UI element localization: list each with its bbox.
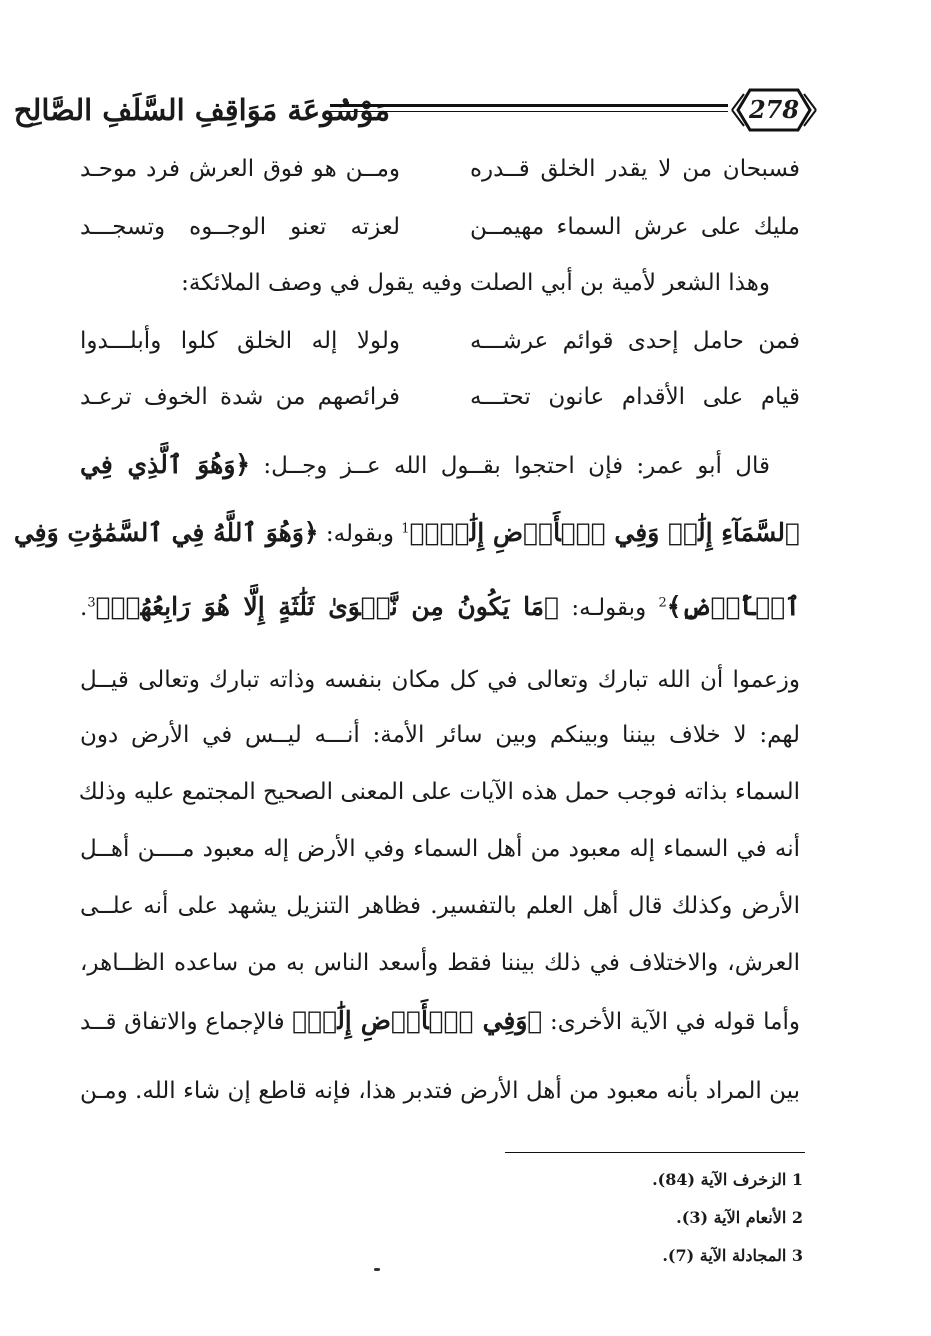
verse-hemistich-left: فرائصهم من شدة الخوف ترعـد (80, 384, 400, 410)
quran-verse: ٱلسَّمَآءِ إِلَٰهٞ وَفِي ٱلۡأَرۡضِ إِلَٰهٞۚ﴾ (409, 518, 800, 547)
verse-line (80, 214, 800, 254)
body-text: وأما قوله في الآية الأخرى: (542, 1009, 800, 1035)
body-line: الأرض وكذلك قال أهل العلم بالتفسير. فظاهر التنزيل يشهد على أنه علــى (80, 893, 800, 919)
verse-hemistich-right: قيام على الأقدام عانون تحتـــه (470, 384, 800, 410)
quran-verse: ﴿وَهُوَ ٱللَّهُ فِي ٱلسَّمَٰوَٰتِ وَفِي (13, 518, 319, 547)
body-text: وبقولـه: (559, 595, 659, 621)
quran-verse: ﴿وَهُوَ ٱلَّذِي فِي (80, 450, 251, 479)
body-line (80, 592, 800, 621)
body-line: العرش، والاختلاف في ذلك بيننا فقط وأسعد الناس به من ساعده الظــاهر، (80, 950, 800, 976)
verse-line (80, 156, 800, 196)
body-line (80, 1006, 800, 1035)
body-line: بين المراد بأنه معبود من أهل الأرض فتدبر هذا، فإنه قاطع إن شاء الله. ومـن (80, 1078, 800, 1104)
print-speck (374, 1268, 380, 1271)
body-line: وزعموا أن الله تبارك وتعالى في كل مكان بنفسه وذاته تبارك وتعالى قيــل (80, 667, 800, 693)
body-line (80, 450, 770, 479)
verse-hemistich-right: فسبحان من لا يقدر الخلق قــدره (470, 156, 800, 182)
footnote-ref: 3 (87, 595, 96, 611)
footnote-ref: 2 (658, 595, 667, 611)
body-text: وبقوله: (318, 521, 402, 547)
footnote-separator (505, 1152, 805, 1153)
header-rule-thin (330, 111, 728, 112)
verse-hemistich-left: ولولا إله الخلق كلوا وأبلـــدوا (80, 328, 400, 354)
running-title: مَوْسُوعَة مَوَاقِفِ السَّلَفِ الصَّالِح (13, 93, 390, 127)
page-header (13, 84, 820, 146)
footnote-ref: 1 (401, 521, 410, 537)
body-line: أنه في السماء إله معبود من أهل السماء وفي الأرض إله معبود مــــن أهــل (80, 836, 800, 862)
body-text: . (80, 595, 88, 621)
verse-hemistich-left: ومــن هو فوق العرش فرد موحـد (80, 156, 400, 182)
quran-verse: ﴿مَا يَكُونُ مِن نَّجۡوَىٰ ثَلَٰثَةٍ إِلَّا هُوَ رَابِعُهُمۡ﴾ (95, 592, 560, 621)
verse-line (80, 328, 800, 368)
intro-line: وهذا الشعر لأمية بن أبي الصلت وفيه يقول في وصف الملائكة: (181, 270, 770, 296)
verse-line (80, 384, 800, 424)
footnote: 3 المجادلة الآية (7). (662, 1246, 803, 1265)
verse-hemistich-right: فمن حامل إحدى قوائم عرشـــه (470, 328, 800, 354)
body-line (13, 518, 800, 547)
body-line: السماء بذاته فوجب حمل هذه الآيات على المعنى الصحيح المجتمع عليه وذلك (78, 779, 800, 805)
footnote: 2 الأنعام الآية (3). (676, 1208, 803, 1227)
header-rule (330, 104, 728, 107)
page-number-frame (728, 84, 820, 136)
verse-hemistich-left: لعزته تعنو الوجــوه وتسجـــد (80, 214, 400, 240)
quran-verse: ٱلۡأَرۡضِ﴾ (666, 592, 800, 621)
quran-verse: ﴿وَفِي ٱلۡأَرۡضِ إِلَٰهٞ﴾ (292, 1006, 543, 1035)
body-text: فالإجماع والاتفاق قــد (80, 1009, 293, 1035)
body-line: لهم: لا خلاف بيننا وبينكم وبين سائر الأمة: أنـــه ليــس في الأرض دون (80, 722, 800, 748)
footnote: 1 الزخرف الآية (84). (652, 1170, 803, 1189)
verse-hemistich-right: مليك على عرش السماء مهيمــن (470, 214, 800, 240)
body-text: قال أبو عمر: فإن احتجوا بقــول الله عــز وجــل: (250, 453, 770, 479)
page-number: 278 (748, 95, 800, 124)
